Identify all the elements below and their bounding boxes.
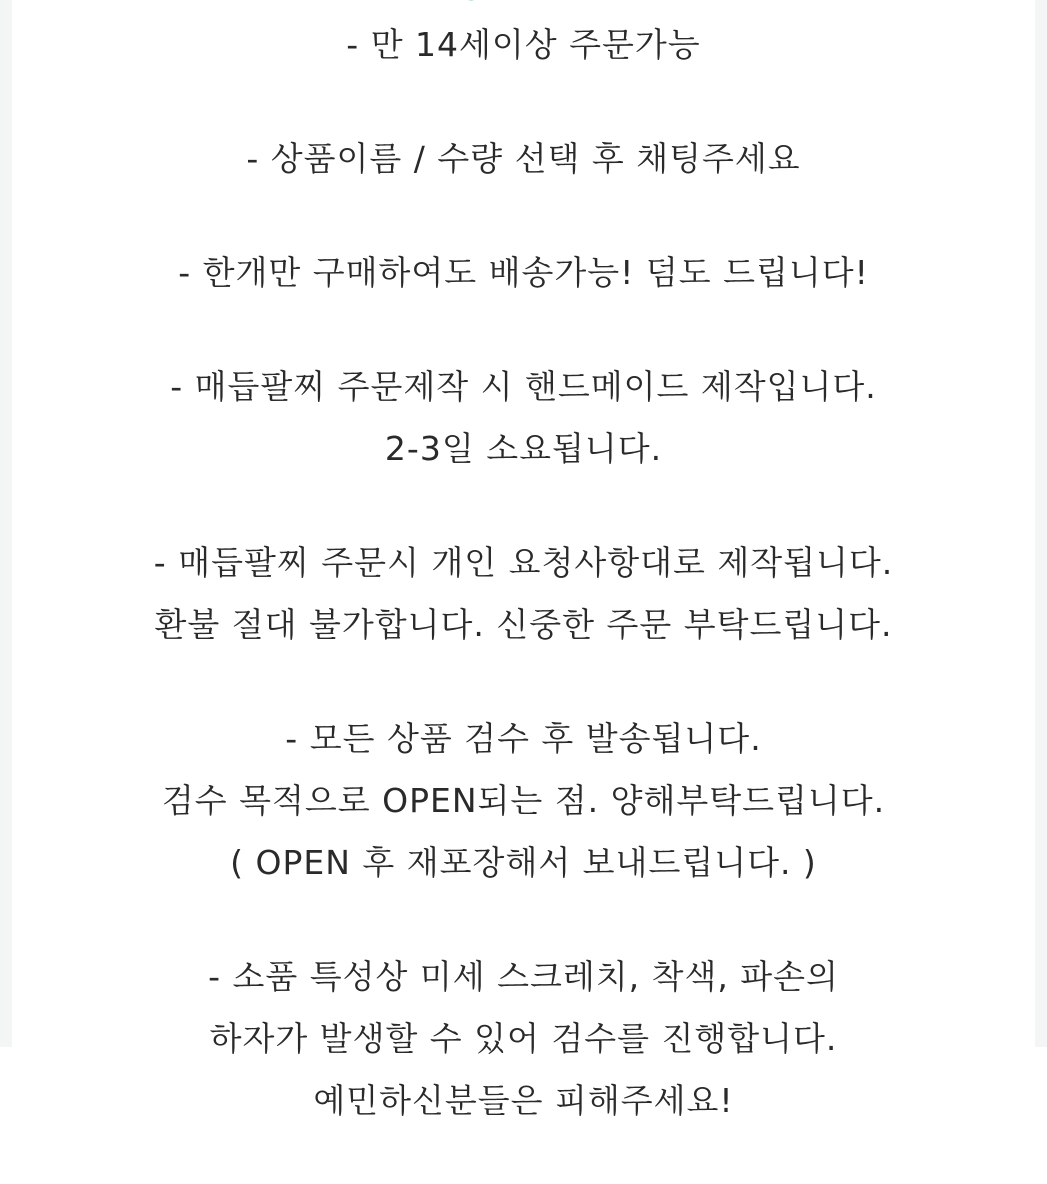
- right-border: [1035, 0, 1047, 1047]
- notice-line: ( OPEN 후 재포장해서 보내드립니다. ): [230, 843, 817, 882]
- notice-line: 하자가 발생할 수 있어 검수를 진행합니다.: [209, 1019, 838, 1058]
- notice-line: - 소품 특성상 미세 스크레치, 착색, 파손의: [208, 957, 839, 996]
- notice-line: 검수 목적으로 OPEN되는 점. 양해부탁드립니다.: [161, 781, 886, 820]
- notice-item-chat: [12, 128, 1035, 190]
- notice-item-age: [12, 14, 1035, 76]
- notice-line: - 매듭팔찌 주문시 개인 요청사항대로 제작됩니다.: [153, 543, 894, 582]
- top-decoration-icon: [450, 0, 600, 6]
- notice-line: - 한개만 구매하여도 배송가능! 덤도 드립니다!: [178, 253, 869, 292]
- notice-line: - 만 14세이상 주문가능: [346, 25, 701, 64]
- notice-item-defects: [12, 946, 1035, 1132]
- notice-line: - 상품이름 / 수량 선택 후 채팅주세요: [246, 139, 801, 178]
- notice-line: 2-3일 소요됩니다.: [384, 429, 663, 468]
- notice-item-handmade: [12, 356, 1035, 480]
- notice-line: 환불 절대 불가합니다. 신중한 주문 부탁드립니다.: [154, 605, 893, 644]
- notice-item-inspection: [12, 708, 1035, 894]
- notice-item-custom-order: [12, 532, 1035, 656]
- left-border: [0, 0, 12, 1047]
- notice-line: - 모든 상품 검수 후 발송됩니다.: [285, 719, 762, 758]
- notice-line: 예민하신분들은 피해주세요!: [313, 1081, 734, 1120]
- notice-text: [12, 14, 1035, 1184]
- notice-line: - 매듭팔찌 주문제작 시 핸드메이드 제작입니다.: [170, 367, 877, 406]
- notice-item-shipping: [12, 242, 1035, 304]
